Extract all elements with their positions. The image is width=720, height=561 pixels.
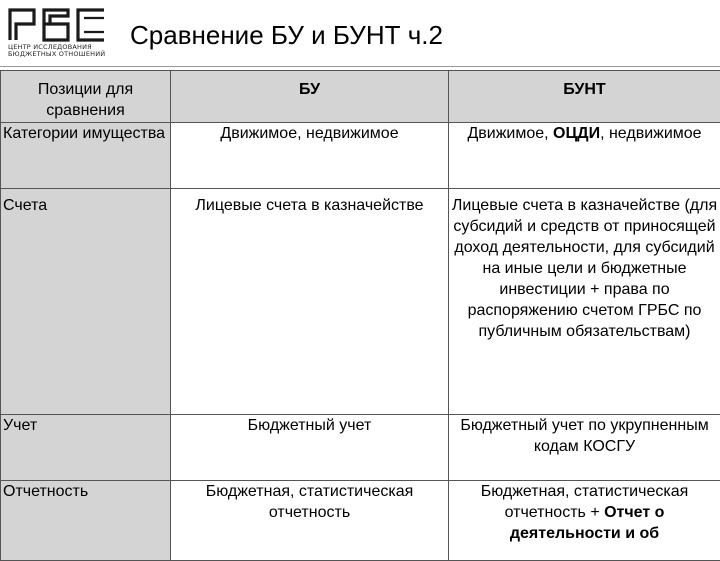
cell-bu: Бюджетный учет (171, 415, 449, 481)
comparison-table (0, 70, 720, 561)
table-row (1, 189, 720, 415)
cell-bunt: Бюджетный учет по укрупненным кодам КОСГУ (449, 415, 720, 481)
row-label: Учет (1, 415, 171, 481)
logo (4, 4, 116, 64)
row-label: Отчетность (1, 481, 171, 561)
table-row (1, 123, 720, 189)
logo-line-1: ЦЕНТР ИССЛЕДОВАНИЯ (8, 44, 116, 51)
row-label: Счета (1, 189, 171, 415)
row-label: Категории имущества (1, 123, 171, 189)
cell-bunt (449, 481, 720, 561)
cell-bunt-bold: ОЦДИ (553, 125, 600, 142)
slide-header (0, 0, 720, 70)
table-row (1, 415, 720, 481)
logo-letters: РБС (60, 27, 62, 29)
column-header-bunt: БУНТ (449, 71, 720, 123)
header-divider (0, 66, 720, 67)
cell-bu: Движимое, недвижимое (171, 123, 449, 189)
logo-mark-icon (4, 4, 116, 44)
page-title: Сравнение БУ и БУНТ ч.2 (130, 20, 443, 51)
column-header-bu: БУ (171, 71, 449, 123)
cell-bunt-text-before: Движимое, (467, 125, 553, 142)
column-header-positions: Позиции для сравнения (1, 71, 171, 123)
cell-bunt (449, 123, 720, 189)
cell-bunt-bold: Отчет о деятельности и об (510, 504, 665, 542)
table-row (1, 481, 720, 561)
logo-line-2: БЮДЖЕТНЫХ ОТНОШЕНИЙ (8, 51, 116, 58)
table-header-row (1, 71, 720, 123)
cell-bu: Лицевые счета в казначействе (171, 189, 449, 415)
logo-caption (8, 44, 116, 58)
cell-bunt-text-before: Бюджетная, статистическая отчетность + (481, 483, 689, 521)
cell-bu: Бюджетная, статистическая отчетность (171, 481, 449, 561)
cell-bunt-text-after: , недвижимое (600, 125, 701, 142)
cell-bunt: Лицевые счета в казначействе (для субсидий и средств от приносящей доход деятельности, для субсидий на иные цели и бюджетные инвестиции + права по распоряжению счетом ГРБС по публичным обязательствам) (449, 189, 720, 415)
